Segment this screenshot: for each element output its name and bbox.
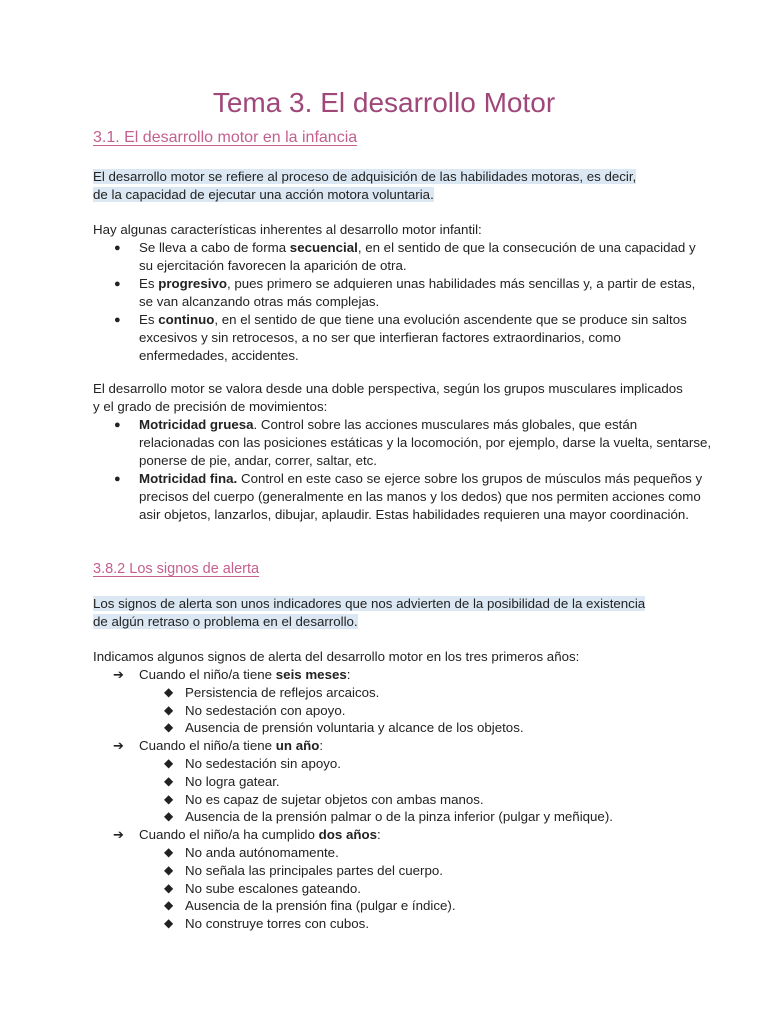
definition-line-2: de la capacidad de ejecutar una acción motora voluntaria. bbox=[93, 187, 434, 202]
diamond-icon: ◆ bbox=[164, 684, 174, 699]
list-item: ● Es continuo, en el sentido de que tiene una evolución ascendente que se produce sin saltos excesivos y sin retrocesos, a no ser que interfieran factores extraordinarios, como enfermedades, accidentes. bbox=[114, 312, 687, 363]
diamond-icon: ◆ bbox=[164, 791, 174, 806]
list-item: ◆ No construye torres con cubos. bbox=[164, 916, 370, 932]
arrow-icon: ➔ bbox=[113, 827, 124, 843]
diamond-icon: ◆ bbox=[164, 773, 174, 788]
list-item: ◆ No anda autónomamente. bbox=[164, 844, 339, 860]
bullet-icon: ● bbox=[114, 278, 121, 290]
section-heading-signos-alerta[interactable]: 3.8.2 Los signos de alerta bbox=[93, 561, 260, 577]
diamond-icon: ◆ bbox=[164, 916, 174, 931]
age-group-six-months: ➔ Cuando el niño/a tiene seis meses: bbox=[113, 667, 351, 682]
list-item: ◆ No es capaz de sujetar objetos con ambas manos. bbox=[164, 791, 484, 807]
bullet-icon: ● bbox=[114, 419, 121, 431]
diamond-icon: ◆ bbox=[164, 898, 174, 913]
arrow-icon: ➔ bbox=[113, 667, 124, 682]
list-item: ◆ Persistencia de reflejos arcaicos. bbox=[164, 684, 380, 700]
bullet-icon: ● bbox=[114, 473, 121, 485]
age-group-one-year: ➔ Cuando el niño/a tiene un año: bbox=[113, 738, 324, 754]
list-item: ◆ Ausencia de la prensión palmar o de la pinza inferior (pulgar y meñique). bbox=[164, 809, 613, 825]
characteristics-intro: Hay algunas características inherentes al desarrollo motor infantil: bbox=[93, 222, 482, 237]
section-heading-desarrollo-motor[interactable]: 3.1. El desarrollo motor en la infancia bbox=[93, 129, 358, 146]
list-item: ● Motricidad fina. Control en este caso se ejerce sobre los grupos de músculos más pequeños y precisos del cuerpo (generalmente en las manos y los dedos) que nos permiten acciones como asir objetos, lanzarlos, dibujar, aplaudir. Estas habilidades requieren una mayor coordinación. bbox=[114, 471, 703, 522]
alert-intro: Indicamos algunos signos de alerta del desarrollo motor en los tres primeros años: bbox=[93, 649, 580, 664]
diamond-icon: ◆ bbox=[164, 862, 174, 877]
diamond-icon: ◆ bbox=[164, 702, 174, 717]
list-item: ● Es progresivo, pues primero se adquieren unas habilidades más sencillas y, a partir de estas, se van alcanzando otras más complejas. bbox=[114, 276, 696, 309]
arrow-icon: ➔ bbox=[113, 738, 124, 754]
diamond-icon: ◆ bbox=[164, 880, 174, 895]
diamond-icon: ◆ bbox=[164, 844, 174, 859]
list-item: ● Se lleva a cabo de forma secuencial, en el sentido de que la consecución de una capacidad y su ejercitación favorecen la aparición de otra. bbox=[114, 240, 696, 273]
alert-definition-line-1: Los signos de alerta son unos indicadores que nos advierten de la posibilidad de la existencia bbox=[93, 596, 646, 611]
list-item: ◆ No señala las principales partes del cuerpo. bbox=[164, 862, 443, 878]
characteristics-list bbox=[93, 239, 713, 365]
alert-definition-paragraph bbox=[93, 595, 703, 631]
age-group-two-years: ➔ Cuando el niño/a ha cumplido dos años: bbox=[113, 827, 381, 843]
definition-paragraph bbox=[93, 168, 703, 204]
definition-line-1: El desarrollo motor se refiere al proceso de adquisición de las habilidades motoras, es decir, bbox=[93, 169, 637, 184]
motricity-list bbox=[93, 416, 713, 524]
list-item: ◆ No sedestación sin apoyo. bbox=[164, 755, 341, 771]
list-item: ◆ No sube escalones gateando. bbox=[164, 880, 361, 896]
alert-definition-line-2: de algún retraso o problema en el desarrollo. bbox=[93, 614, 358, 629]
list-item: ◆ No sedestación con apoyo. bbox=[164, 702, 346, 718]
diamond-icon: ◆ bbox=[164, 720, 174, 735]
diamond-icon: ◆ bbox=[164, 809, 174, 824]
list-item: ◆ No logra gatear. bbox=[164, 773, 280, 789]
bullet-icon: ● bbox=[114, 314, 121, 326]
list-item: ◆ Ausencia de la prensión fina (pulgar e índice). bbox=[164, 898, 456, 914]
bullet-icon: ● bbox=[114, 242, 121, 254]
list-item: ◆ Ausencia de prensión voluntaria y alcance de los objetos. bbox=[164, 720, 524, 736]
perspective-intro: El desarrollo motor se valora desde una doble perspectiva, según los grupos musculares implicados y el grado de precisión de movimientos: bbox=[93, 381, 683, 414]
alert-signs-list bbox=[93, 666, 713, 933]
diamond-icon: ◆ bbox=[164, 755, 174, 770]
page-title: Tema 3. El desarrollo Motor bbox=[212, 87, 556, 118]
list-item: ● Motricidad gruesa. Control sobre las acciones musculares más globales, que están relacionadas con las posiciones estáticas y la locomoción, por ejemplo, darse la vuelta, sentarse, ponerse de pie, andar, correr, saltar, etc. bbox=[114, 417, 712, 468]
